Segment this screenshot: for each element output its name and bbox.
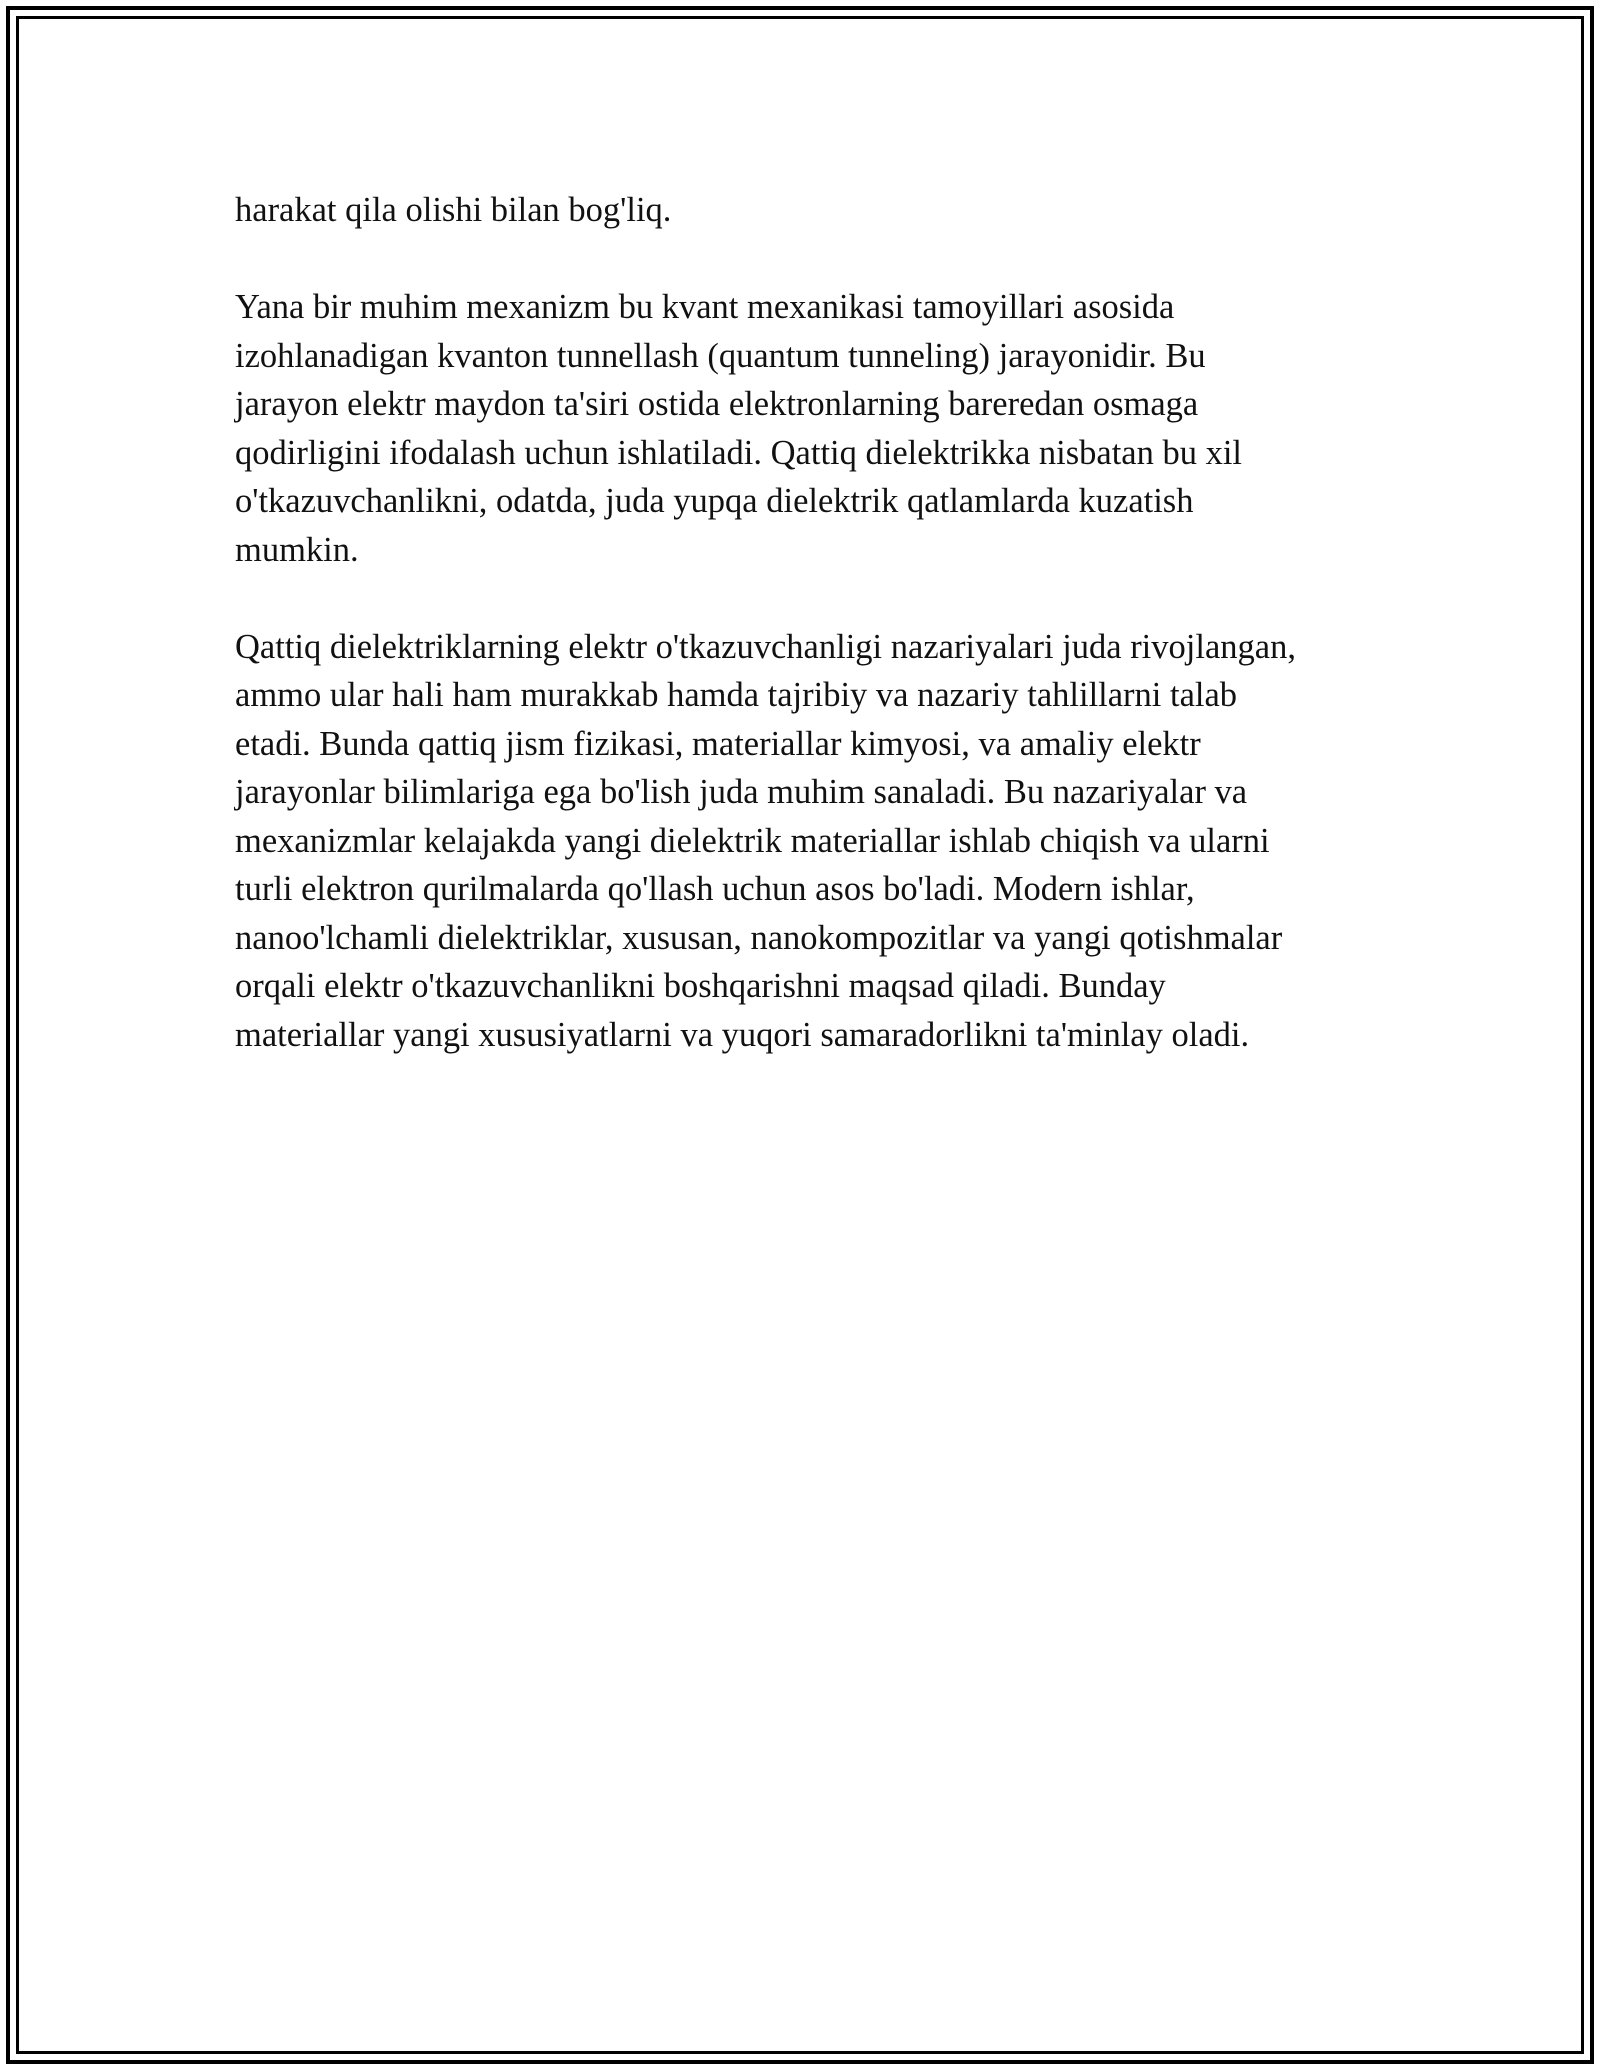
paragraph-continuation: harakat qila olishi bilan bog'liq. bbox=[235, 191, 672, 229]
paragraph-quantum-tunneling: Yana bir muhim mexanizm bu kvant mexanikasi tamoyillari asosida izohlanadigan kvanton tunnellash (quantum tunneling) jarayonidir. Bu jarayon elektr maydon ta'siri ostida elektronlarning bareredan osmaga qodirligini ifodalash uchun ishlatiladi. Qattiq dielektrikka nisbatan bu xil o'tkazuvchanlikni, odatda, juda yupqa dielektrik qatlamlarda kuzatish mumkin. bbox=[235, 288, 1243, 569]
paragraph-conductivity-theories: Qattiq dielektriklarning elektr o'tkazuvchanligi nazariyalari juda rivojlangan, ammo ular hali ham murakkab hamda tajribiy va nazariy tahlillarni talab etadi. Bunda qattiq jism fizikasi, materiallar kimyosi, va amaliy elektr jarayonlar bilimlariga ega bo'lish juda muhim sanaladi. Bu nazariyalar va mexanizmlar kelajakda yangi dielektrik materiallar ishlab chiqish va ularni turli elektron qurilmalarda qo'llash uchun asos bo'ladi. Modern ishlar, nanoo'lchamli dielektriklar, xususan, nanokompozitlar va yangi qotishmalar orqali elektr o'tkazuvchanlikni boshqarishni maqsad qiladi. Bunday materiallar yangi xususiyatlarni va yuqori samaradorlikni ta'minlay oladi. bbox=[235, 627, 1296, 1054]
document-body bbox=[235, 186, 1375, 1059]
